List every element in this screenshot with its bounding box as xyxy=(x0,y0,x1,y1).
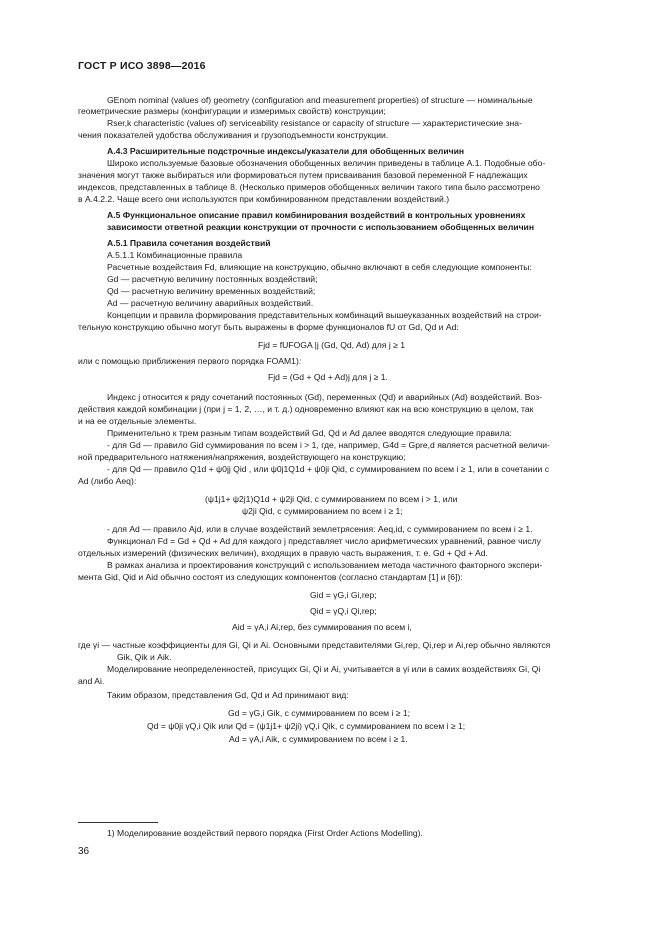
footnote: 1) Моделирование воздействий первого порядка (First Order Actions Modelling). xyxy=(107,828,423,838)
section-heading: А.4.3 Расширительные подстрочные индексы/указатели для обобщенных величин xyxy=(107,146,465,156)
text-line: отдельных измерений (физических величин), входящих в правую часть выражения, т. е. Gd + Qd + Ad. xyxy=(78,548,488,558)
text-line: Индекс j относится к ряду сочетаний постоянных (Gd), переменных (Qd) и аварийных (Ad) воздействий. Воз- xyxy=(107,392,543,402)
formula: Fjd = (Gd + Qd + Ad)j для j ≥ 1. xyxy=(268,372,388,382)
text-line: Ad (либо Aeq): xyxy=(78,476,137,486)
text-line: или с помощью приближения первого порядка FOAM1): xyxy=(78,356,302,366)
formula: (ψ1j1+ ψ2j1)Q1d + ψ2ji Qid, с суммированием по всем i > 1, или xyxy=(205,494,458,504)
text-line: В рамках анализа и проектирования конструкций с использованием метода частичного факторного экспери- xyxy=(107,560,543,570)
text-line: и на ее отдельные элементы. xyxy=(78,416,197,426)
text-line: мента Gid, Qid и Aid обычно состоят из следующих компонентов (согласно стандартам [1] и [6]): xyxy=(78,572,463,582)
text-line: ной предварительного натяжения/напряжения, воздействующего на конструкцию; xyxy=(78,452,406,462)
text-line: Концепции и правила формирования представительных комбинаций вышеуказанных воздействий на строи- xyxy=(107,310,542,320)
formula: Ad = γA,i Aik, с суммированием по всем i ≥ 1. xyxy=(229,734,408,744)
formula: ψ2ji Qid, с суммированием по всем i ≥ 1; xyxy=(242,506,403,516)
footnote-divider xyxy=(78,822,158,823)
formula: Aid = γA,i Ai,rep, без суммирования по всем i, xyxy=(232,622,412,632)
text-line: Моделирование неопределенностей, присущих Gi, Qi и Ai, учитывается в γi или в самих воздействиях Gi, Qi xyxy=(107,664,541,674)
text-line: в А.4.2.2. Чаще всего они используются при комбинированном представлении воздействий.) xyxy=(78,194,450,204)
text-line: - для Ad — правило Ajd, или в случае воздействий землетрясения: Aeq,id, с суммированием по всем i ≥ 1. xyxy=(107,524,533,534)
text-line: Функционал Fd = Gd + Qd + Ad для каждого j представляет число арифметических уравнений, равное числу xyxy=(107,536,541,546)
text-line: Таким образом, представления Gd, Qd и Ad принимают вид: xyxy=(107,690,349,700)
section-heading: зависимости ответной реакции конструкции от прочности с использованием обобщенных величин xyxy=(107,222,535,232)
text-line: GEnom nominal (values of) geometry (configuration and measurement properties) of structure — номинальные xyxy=(107,95,533,105)
text-line: где γi — частные коэффициенты для Gi, Qi и Ai. Основными представителями Gi,rep, Qi,rep и Ai,rep обычно являются xyxy=(78,640,551,650)
text-line: индексов, представленных в таблице 8. (Несколько примеров обобщенных величин такого типа было рассмотрено xyxy=(78,182,540,192)
subsection-heading: А.5.1 Правила сочетания воздействий xyxy=(107,238,271,248)
text-line: значения могут также выбираться или формироваться путем присваивания базовой переменной F надлежащих xyxy=(78,170,528,180)
text-line: - для Qd — правило Q1d + ψ0jj Qid , или ψ0j1Q1d + ψ0ji Qid, с суммированием по всем i ≥ 1, или в сочетании с xyxy=(107,464,549,474)
text-line: Широко используемые базовые обозначения обобщенных величин приведены в таблице А.1. Подобные обо- xyxy=(107,158,546,168)
list-item: Qd — расчетную величину временных воздействий; xyxy=(107,286,316,296)
formula: Gid = γG,i Gi,rep; xyxy=(310,590,377,600)
list-item: Gd — расчетную величину постоянных воздействий; xyxy=(107,274,318,284)
formula: Gd = γG,i Gik, с суммированием по всем i ≥ 1; xyxy=(228,708,411,718)
page-number: 36 xyxy=(78,846,90,857)
list-item: Ad — расчетную величину аварийных воздействий. xyxy=(107,298,314,308)
text-line: действия каждой комбинации j (при j = 1, 2, …, и т. д.) одновременно влияют как на всю конструкцию в целом, так xyxy=(78,404,534,414)
formula: Fjd = fUFOGA |j (Gd, Qd, Ad) для j ≥ 1 xyxy=(258,340,405,350)
section-heading: А.5 Функциональное описание правил комбинирования воздействий в контрольных уровнениях xyxy=(107,210,526,220)
text-line: Gik, Qik и Aik. xyxy=(117,652,172,662)
text-line: тельную конструкцию обычно могут быть выражены в форме функционалов fU от Gd, Qd и Ad: xyxy=(78,322,459,332)
page-header: ГОСТ Р ИСО 3898—2016 xyxy=(78,60,206,72)
subsection-heading: А.5.1.1 Комбинационные правила xyxy=(107,250,243,260)
text-line: and Ai. xyxy=(78,676,105,686)
text-line: геометрические размеры (конфигурации и измеримых свойств) конструкции; xyxy=(78,106,386,116)
text-line: Rser,k characteristic (values of) serviceability resistance or capacity of structure — характеристические зна- xyxy=(107,118,522,128)
text-line: чения показателей удобства обслуживания и грузоподъемности конструкции. xyxy=(78,130,389,140)
formula: Qd = ψ0ji γQ,i Qik или Qd = (ψ1j1+ ψ2ji) γQ,i Qik, с суммированием по всем i ≥ 1; xyxy=(147,721,466,731)
text-line: Применительно к трем разным типам воздействий Gd, Qd и Ad далее вводятся следующие правила: xyxy=(107,428,512,438)
formula: Qid = γQ,i Qi,rep; xyxy=(310,606,377,616)
text-line: - для Gd — правило Gid суммирования по всем i > 1, где, например, G4d = Gpre,d является расчетной величи- xyxy=(107,440,550,450)
text-line: Расчетные воздействия Fd, влияющие на конструкцию, обычно включают в себя следующие компоненты: xyxy=(107,262,532,272)
